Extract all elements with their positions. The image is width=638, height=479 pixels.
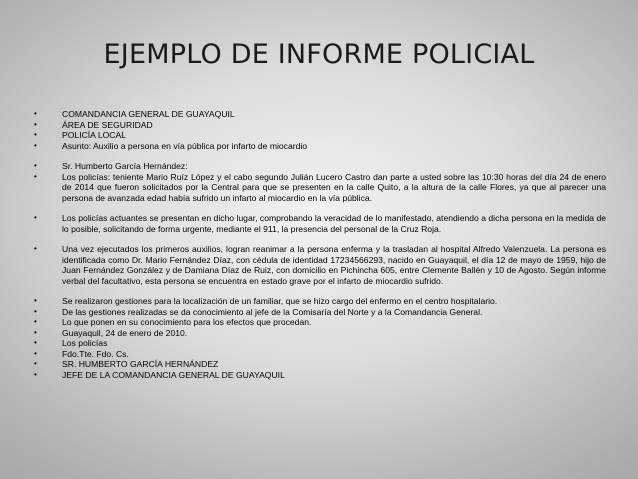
list-item: [34, 359, 606, 370]
list-item: [34, 349, 606, 360]
bullet-icon: •: [34, 140, 37, 150]
bullet-icon: •: [34, 306, 37, 316]
bullet-icon: •: [34, 119, 37, 129]
list-item-text: Los policías actuantes se presentan en dicho lugar, comprobando la veracidad de lo manifestado, atendiendo a dicha persona en la medida de lo posible, solicitando de forma urgente, mediante el 911, la presencia del personal de la Cruz Roja.: [62, 213, 606, 234]
bullet-icon: •: [34, 161, 37, 170]
list-item: [34, 370, 606, 381]
list-item-text: Guayaquil, 24 de enero de 2010.: [62, 327, 188, 338]
list-item: [34, 296, 606, 307]
bullet-icon: •: [34, 348, 37, 358]
list-item-text: Asunto: Auxilio a persona en vía pública por infarto de miocardio: [62, 140, 308, 151]
list-item-text: Una vez ejecutados los primeros auxilios, logran reanimar a la persona enferma y la trasladan al hospital Alfredo Valenzuela. La persona es identificada como Dr. Mario Fernández Díaz, con cédula de identidad 17234566293, nacido en Guayaquil, el día 12 de mayo de 1959, hijo de Juan Fernández González y de Damiana Díaz de Ruiz, con domicilio en Pichincha 605, entre Clemente Ballén y 10 de Agosto. Según informe verbal del facultativo, esta persona se encuentra en estado grave por el infarto de miocardio sufrido.: [62, 244, 606, 286]
bullet-icon: •: [34, 327, 37, 337]
list-item: [34, 161, 606, 172]
list-item-text: Sr. Humberto García Hernández:: [62, 161, 188, 171]
list-item-text: Lo que ponen en su conocimiento para los efectos que procedan.: [62, 317, 312, 327]
list-item: [34, 109, 606, 120]
list-item: [34, 141, 606, 152]
list-item: [34, 317, 606, 328]
list-item-text: Se realizaron gestiones para la localización de un familiar, que se hizo cargo del enfermo en el centro hospitalario.: [62, 296, 498, 306]
slide-title: EJEMPLO DE INFORME POLICIAL: [103, 39, 535, 70]
list-item-text: JEFE DE LA COMANDANCIA GENERAL DE GUAYAQUIL: [62, 369, 285, 380]
bullet-icon: •: [34, 109, 37, 118]
list-item: [34, 120, 606, 131]
list-item-text: COMANDANCIA GENERAL DE GUAYAQUIL: [62, 109, 235, 119]
bullet-icon: •: [34, 171, 37, 181]
bullet-icon: •: [34, 130, 37, 139]
bullet-icon: •: [34, 317, 37, 326]
bullet-icon: •: [34, 369, 37, 379]
list-item: [34, 130, 606, 141]
list-item-text: Los policías: [62, 338, 108, 348]
list-item: [34, 338, 606, 349]
list-item-text: Fdo.Tte. Fdo. Cs.: [62, 348, 129, 359]
list-item: [34, 307, 606, 318]
list-item: [34, 213, 606, 234]
report-bullet-list: [34, 109, 606, 380]
list-item: [34, 244, 606, 286]
list-item-text: ÁREA DE SEGURIDAD: [62, 119, 153, 130]
bullet-icon: •: [34, 296, 37, 305]
bullet-icon: •: [34, 244, 37, 253]
list-item: [34, 328, 606, 339]
list-item-text: De las gestiones realizadas se da conocimiento al jefe de la Comisaría del Norte y a la Comandancia General.: [62, 306, 483, 317]
bullet-icon: •: [34, 338, 37, 347]
list-item: [34, 172, 606, 204]
list-item-text: POLICÍA LOCAL: [62, 130, 127, 140]
bullet-icon: •: [34, 359, 37, 368]
list-item-text: SR. HUMBERTO GARCÍA HERNÁNDEZ: [62, 359, 219, 369]
list-item-text: Los policías: teniente Mario Ruíz López y el cabo segundo Julián Lucero Castro dan parte a usted sobre las 10:30 horas del día 24 de enero de 2014 que fueron solicitados por la Central para que se presenten en la calle Quito, a la altura de la calle Flores, ya que al parecer una persona de avanzada edad había sufrido un infarto al miocardio en la vía pública.: [62, 171, 606, 203]
bullet-icon: •: [34, 213, 37, 222]
